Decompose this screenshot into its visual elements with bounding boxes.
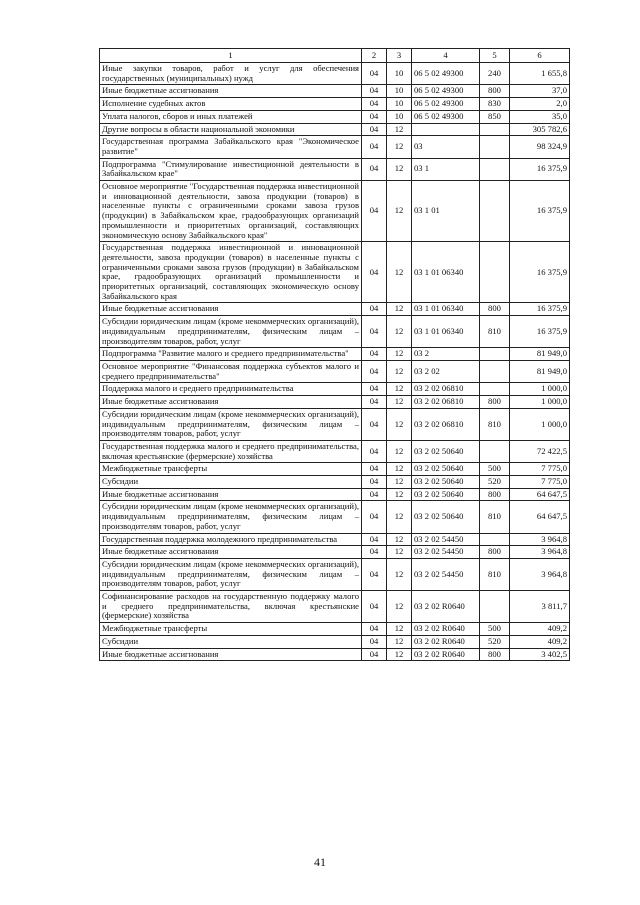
row-sum-cell: 72 422,5 bbox=[510, 440, 570, 462]
row-name-cell: Субсидии юридическим лицам (кроме некоммерческих организаций), индивидуальным предпринимателям, физическим лицам – производителям товаров, работ, услуг bbox=[100, 501, 362, 533]
row-section-cell: 04 bbox=[362, 463, 387, 476]
row-name-cell: Иные бюджетные ассигнования bbox=[100, 648, 362, 661]
row-subsection-cell: 12 bbox=[387, 181, 412, 242]
row-subsection-cell: 12 bbox=[387, 383, 412, 396]
row-name-cell: Иные закупки товаров, работ и услуг для обеспечения государственных (муниципальных) нужд bbox=[100, 63, 362, 85]
row-target-article-cell: 03 2 02 50640 bbox=[412, 476, 480, 489]
row-sum-cell: 16 375,9 bbox=[510, 242, 570, 303]
row-section-cell: 04 bbox=[362, 316, 387, 348]
table-row bbox=[100, 558, 570, 590]
row-subsection-cell: 10 bbox=[387, 85, 412, 98]
column-header: 1 bbox=[100, 49, 362, 63]
row-expense-type-cell: 800 bbox=[480, 396, 510, 409]
row-name-cell: Иные бюджетные ассигнования bbox=[100, 303, 362, 316]
row-target-article-cell: 03 2 02 54450 bbox=[412, 558, 480, 590]
row-section-cell: 04 bbox=[362, 558, 387, 590]
row-section-cell: 04 bbox=[362, 360, 387, 382]
table-row bbox=[100, 303, 570, 316]
row-target-article-cell: 03 2 02 bbox=[412, 360, 480, 382]
row-sum-cell: 1 000,0 bbox=[510, 383, 570, 396]
table-row bbox=[100, 383, 570, 396]
row-section-cell: 04 bbox=[362, 533, 387, 546]
row-sum-cell: 3 964,8 bbox=[510, 533, 570, 546]
row-expense-type-cell bbox=[480, 136, 510, 158]
row-sum-cell: 3 811,7 bbox=[510, 591, 570, 623]
row-sum-cell: 16 375,9 bbox=[510, 158, 570, 180]
table-row bbox=[100, 440, 570, 462]
row-section-cell: 04 bbox=[362, 158, 387, 180]
row-expense-type-cell: 800 bbox=[480, 546, 510, 559]
row-sum-cell: 64 647,5 bbox=[510, 501, 570, 533]
row-name-cell: Подпрограмма "Развитие малого и среднего предпринимательства" bbox=[100, 348, 362, 361]
row-expense-type-cell bbox=[480, 181, 510, 242]
row-target-article-cell: 03 1 01 06340 bbox=[412, 242, 480, 303]
row-expense-type-cell: 500 bbox=[480, 623, 510, 636]
table-row bbox=[100, 360, 570, 382]
row-subsection-cell: 12 bbox=[387, 476, 412, 489]
row-target-article-cell: 03 2 02 R0640 bbox=[412, 635, 480, 648]
column-header: 5 bbox=[480, 49, 510, 63]
row-target-article-cell: 03 2 02 50640 bbox=[412, 440, 480, 462]
row-name-cell: Иные бюджетные ассигнования bbox=[100, 488, 362, 501]
table-header-row bbox=[100, 49, 570, 63]
row-name-cell: Основное мероприятие "Государственная поддержка инвестиционной и инновационной деятельности, завоза продукции (товаров) в населенные пункты с ограниченными сроками завоза грузов (продукции) в Забайкальском крае, градообразующих организаций промышленности и приоритетных организаций, составляющих экономическую основу Забайкальского края" bbox=[100, 181, 362, 242]
row-target-article-cell: 06 5 02 49300 bbox=[412, 110, 480, 123]
table-row bbox=[100, 63, 570, 85]
row-target-article-cell: 03 2 02 06810 bbox=[412, 396, 480, 409]
row-section-cell: 04 bbox=[362, 488, 387, 501]
row-section-cell: 04 bbox=[362, 648, 387, 661]
row-name-cell: Государственная поддержка малого и среднего предпринимательства, включая крестьянские (фермерские) хозяйства bbox=[100, 440, 362, 462]
row-subsection-cell: 12 bbox=[387, 501, 412, 533]
row-target-article-cell: 03 bbox=[412, 136, 480, 158]
row-expense-type-cell: 500 bbox=[480, 463, 510, 476]
row-sum-cell: 2,0 bbox=[510, 98, 570, 111]
row-sum-cell: 81 949,0 bbox=[510, 360, 570, 382]
table-row bbox=[100, 123, 570, 136]
row-subsection-cell: 12 bbox=[387, 558, 412, 590]
row-sum-cell: 305 782,6 bbox=[510, 123, 570, 136]
row-expense-type-cell: 800 bbox=[480, 488, 510, 501]
row-name-cell: Другие вопросы в области национальной экономики bbox=[100, 123, 362, 136]
row-subsection-cell: 12 bbox=[387, 440, 412, 462]
row-sum-cell: 35,0 bbox=[510, 110, 570, 123]
row-target-article-cell: 03 1 01 bbox=[412, 181, 480, 242]
table-row bbox=[100, 546, 570, 559]
row-name-cell: Государственная программа Забайкальского края "Экономическое развитие" bbox=[100, 136, 362, 158]
row-sum-cell: 64 647,5 bbox=[510, 488, 570, 501]
row-target-article-cell: 03 2 bbox=[412, 348, 480, 361]
row-section-cell: 04 bbox=[362, 181, 387, 242]
table-row bbox=[100, 110, 570, 123]
row-subsection-cell: 12 bbox=[387, 635, 412, 648]
row-name-cell: Поддержка малого и среднего предпринимательства bbox=[100, 383, 362, 396]
row-expense-type-cell bbox=[480, 383, 510, 396]
row-expense-type-cell bbox=[480, 440, 510, 462]
row-expense-type-cell: 810 bbox=[480, 558, 510, 590]
row-name-cell: Субсидии юридическим лицам (кроме некоммерческих организаций), индивидуальным предпринимателям, физическим лицам – производителям товаров, работ, услуг bbox=[100, 558, 362, 590]
table-row bbox=[100, 533, 570, 546]
table-row bbox=[100, 501, 570, 533]
row-sum-cell: 98 324,9 bbox=[510, 136, 570, 158]
table-row bbox=[100, 158, 570, 180]
column-header: 2 bbox=[362, 49, 387, 63]
row-section-cell: 04 bbox=[362, 110, 387, 123]
row-section-cell: 04 bbox=[362, 635, 387, 648]
row-name-cell: Субсидии юридическим лицам (кроме некоммерческих организаций), индивидуальным предпринимателям, физическим лицам – производителям товаров, работ, услуг bbox=[100, 408, 362, 440]
table-row bbox=[100, 623, 570, 636]
row-target-article-cell: 03 2 02 06810 bbox=[412, 383, 480, 396]
row-subsection-cell: 12 bbox=[387, 360, 412, 382]
row-target-article-cell: 03 2 02 50640 bbox=[412, 501, 480, 533]
row-expense-type-cell: 810 bbox=[480, 408, 510, 440]
row-name-cell: Государственная поддержка инвестиционной и инновационной деятельности, завоза продукции (товаров) в населенные пункты с ограниченными сроками завоза грузов (продукции) в Забайкальском крае, градообразующих организаций промышленности и приоритетных организаций, составляющих экономическую основу Забайкальского края bbox=[100, 242, 362, 303]
row-target-article-cell bbox=[412, 123, 480, 136]
row-target-article-cell: 03 2 02 06810 bbox=[412, 408, 480, 440]
table-row bbox=[100, 136, 570, 158]
row-name-cell: Межбюджетные трансферты bbox=[100, 463, 362, 476]
row-expense-type-cell: 800 bbox=[480, 648, 510, 661]
column-header: 6 bbox=[510, 49, 570, 63]
row-section-cell: 04 bbox=[362, 408, 387, 440]
row-expense-type-cell: 240 bbox=[480, 63, 510, 85]
row-name-cell: Межбюджетные трансферты bbox=[100, 623, 362, 636]
row-section-cell: 04 bbox=[362, 303, 387, 316]
row-sum-cell: 1 655,8 bbox=[510, 63, 570, 85]
row-sum-cell: 3 964,8 bbox=[510, 558, 570, 590]
row-sum-cell: 1 000,0 bbox=[510, 396, 570, 409]
budget-table bbox=[99, 48, 570, 661]
row-name-cell: Подпрограмма "Стимулирование инвестиционной деятельности в Забайкальском крае" bbox=[100, 158, 362, 180]
row-name-cell: Исполнение судебных актов bbox=[100, 98, 362, 111]
table-row bbox=[100, 591, 570, 623]
row-section-cell: 04 bbox=[362, 591, 387, 623]
row-name-cell: Иные бюджетные ассигнования bbox=[100, 85, 362, 98]
row-target-article-cell: 03 2 02 54450 bbox=[412, 546, 480, 559]
row-expense-type-cell bbox=[480, 348, 510, 361]
table-row bbox=[100, 242, 570, 303]
row-target-article-cell: 03 1 01 06340 bbox=[412, 316, 480, 348]
row-sum-cell: 16 375,9 bbox=[510, 303, 570, 316]
row-section-cell: 04 bbox=[362, 348, 387, 361]
row-section-cell: 04 bbox=[362, 242, 387, 303]
row-subsection-cell: 12 bbox=[387, 242, 412, 303]
row-name-cell: Государственная поддержка молодежного предпринимательства bbox=[100, 533, 362, 546]
row-section-cell: 04 bbox=[362, 501, 387, 533]
row-target-article-cell: 03 1 01 06340 bbox=[412, 303, 480, 316]
row-section-cell: 04 bbox=[362, 63, 387, 85]
row-sum-cell: 37,0 bbox=[510, 85, 570, 98]
table-row bbox=[100, 408, 570, 440]
row-target-article-cell: 03 2 02 50640 bbox=[412, 463, 480, 476]
row-subsection-cell: 12 bbox=[387, 396, 412, 409]
row-subsection-cell: 12 bbox=[387, 546, 412, 559]
table-row bbox=[100, 488, 570, 501]
row-section-cell: 04 bbox=[362, 383, 387, 396]
table-row bbox=[100, 316, 570, 348]
row-sum-cell: 81 949,0 bbox=[510, 348, 570, 361]
row-expense-type-cell bbox=[480, 360, 510, 382]
row-subsection-cell: 12 bbox=[387, 158, 412, 180]
row-section-cell: 04 bbox=[362, 623, 387, 636]
row-section-cell: 04 bbox=[362, 440, 387, 462]
row-expense-type-cell: 800 bbox=[480, 303, 510, 316]
row-expense-type-cell: 850 bbox=[480, 110, 510, 123]
row-sum-cell: 1 000,0 bbox=[510, 408, 570, 440]
row-sum-cell: 3 402,5 bbox=[510, 648, 570, 661]
row-subsection-cell: 10 bbox=[387, 63, 412, 85]
row-sum-cell: 7 775,0 bbox=[510, 476, 570, 489]
row-subsection-cell: 12 bbox=[387, 623, 412, 636]
row-expense-type-cell: 520 bbox=[480, 476, 510, 489]
row-name-cell: Субсидии bbox=[100, 476, 362, 489]
row-name-cell: Основное мероприятие "Финансовая поддержка субъектов малого и среднего предпринимательства" bbox=[100, 360, 362, 382]
row-subsection-cell: 12 bbox=[387, 648, 412, 661]
row-subsection-cell: 10 bbox=[387, 110, 412, 123]
row-name-cell: Софинансирование расходов на государственную поддержку малого и среднего предпринимательства, включая крестьянские (фермерские) хозяйства bbox=[100, 591, 362, 623]
row-expense-type-cell bbox=[480, 123, 510, 136]
row-expense-type-cell: 830 bbox=[480, 98, 510, 111]
row-subsection-cell: 12 bbox=[387, 488, 412, 501]
row-sum-cell: 409,2 bbox=[510, 635, 570, 648]
row-section-cell: 04 bbox=[362, 136, 387, 158]
column-header: 3 bbox=[387, 49, 412, 63]
table-row bbox=[100, 98, 570, 111]
row-section-cell: 04 bbox=[362, 396, 387, 409]
table-row bbox=[100, 396, 570, 409]
row-expense-type-cell: 810 bbox=[480, 316, 510, 348]
row-subsection-cell: 12 bbox=[387, 123, 412, 136]
table-row bbox=[100, 181, 570, 242]
row-target-article-cell: 06 5 02 49300 bbox=[412, 63, 480, 85]
row-target-article-cell: 03 2 02 R0640 bbox=[412, 623, 480, 636]
row-subsection-cell: 12 bbox=[387, 136, 412, 158]
row-section-cell: 04 bbox=[362, 85, 387, 98]
table-row bbox=[100, 648, 570, 661]
row-name-cell: Уплата налогов, сборов и иных платежей bbox=[100, 110, 362, 123]
row-section-cell: 04 bbox=[362, 123, 387, 136]
table-row bbox=[100, 476, 570, 489]
row-expense-type-cell bbox=[480, 242, 510, 303]
row-section-cell: 04 bbox=[362, 98, 387, 111]
row-expense-type-cell: 800 bbox=[480, 85, 510, 98]
table-row bbox=[100, 635, 570, 648]
row-subsection-cell: 12 bbox=[387, 303, 412, 316]
table-row bbox=[100, 85, 570, 98]
row-expense-type-cell bbox=[480, 158, 510, 180]
row-target-article-cell: 03 2 02 54450 bbox=[412, 533, 480, 546]
row-sum-cell: 16 375,9 bbox=[510, 181, 570, 242]
row-subsection-cell: 10 bbox=[387, 98, 412, 111]
row-sum-cell: 409,2 bbox=[510, 623, 570, 636]
row-subsection-cell: 12 bbox=[387, 533, 412, 546]
row-name-cell: Субсидии юридическим лицам (кроме некоммерческих организаций), индивидуальным предпринимателям, физическим лицам – производителям товаров, работ, услуг bbox=[100, 316, 362, 348]
row-expense-type-cell: 520 bbox=[480, 635, 510, 648]
row-target-article-cell: 03 1 bbox=[412, 158, 480, 180]
row-section-cell: 04 bbox=[362, 546, 387, 559]
row-target-article-cell: 03 2 02 R0640 bbox=[412, 591, 480, 623]
row-name-cell: Иные бюджетные ассигнования bbox=[100, 546, 362, 559]
table-row bbox=[100, 348, 570, 361]
row-subsection-cell: 12 bbox=[387, 463, 412, 476]
row-expense-type-cell: 810 bbox=[480, 501, 510, 533]
row-subsection-cell: 12 bbox=[387, 316, 412, 348]
row-sum-cell: 3 964,8 bbox=[510, 546, 570, 559]
page-number: 41 bbox=[314, 855, 326, 869]
row-target-article-cell: 06 5 02 49300 bbox=[412, 85, 480, 98]
row-subsection-cell: 12 bbox=[387, 348, 412, 361]
row-sum-cell: 7 775,0 bbox=[510, 463, 570, 476]
row-target-article-cell: 03 2 02 50640 bbox=[412, 488, 480, 501]
row-target-article-cell: 06 5 02 49300 bbox=[412, 98, 480, 111]
column-header: 4 bbox=[412, 49, 480, 63]
row-expense-type-cell bbox=[480, 591, 510, 623]
row-subsection-cell: 12 bbox=[387, 408, 412, 440]
row-section-cell: 04 bbox=[362, 476, 387, 489]
row-sum-cell: 16 375,9 bbox=[510, 316, 570, 348]
row-target-article-cell: 03 2 02 R0640 bbox=[412, 648, 480, 661]
row-subsection-cell: 12 bbox=[387, 591, 412, 623]
row-name-cell: Субсидии bbox=[100, 635, 362, 648]
row-name-cell: Иные бюджетные ассигнования bbox=[100, 396, 362, 409]
row-expense-type-cell bbox=[480, 533, 510, 546]
table-row bbox=[100, 463, 570, 476]
